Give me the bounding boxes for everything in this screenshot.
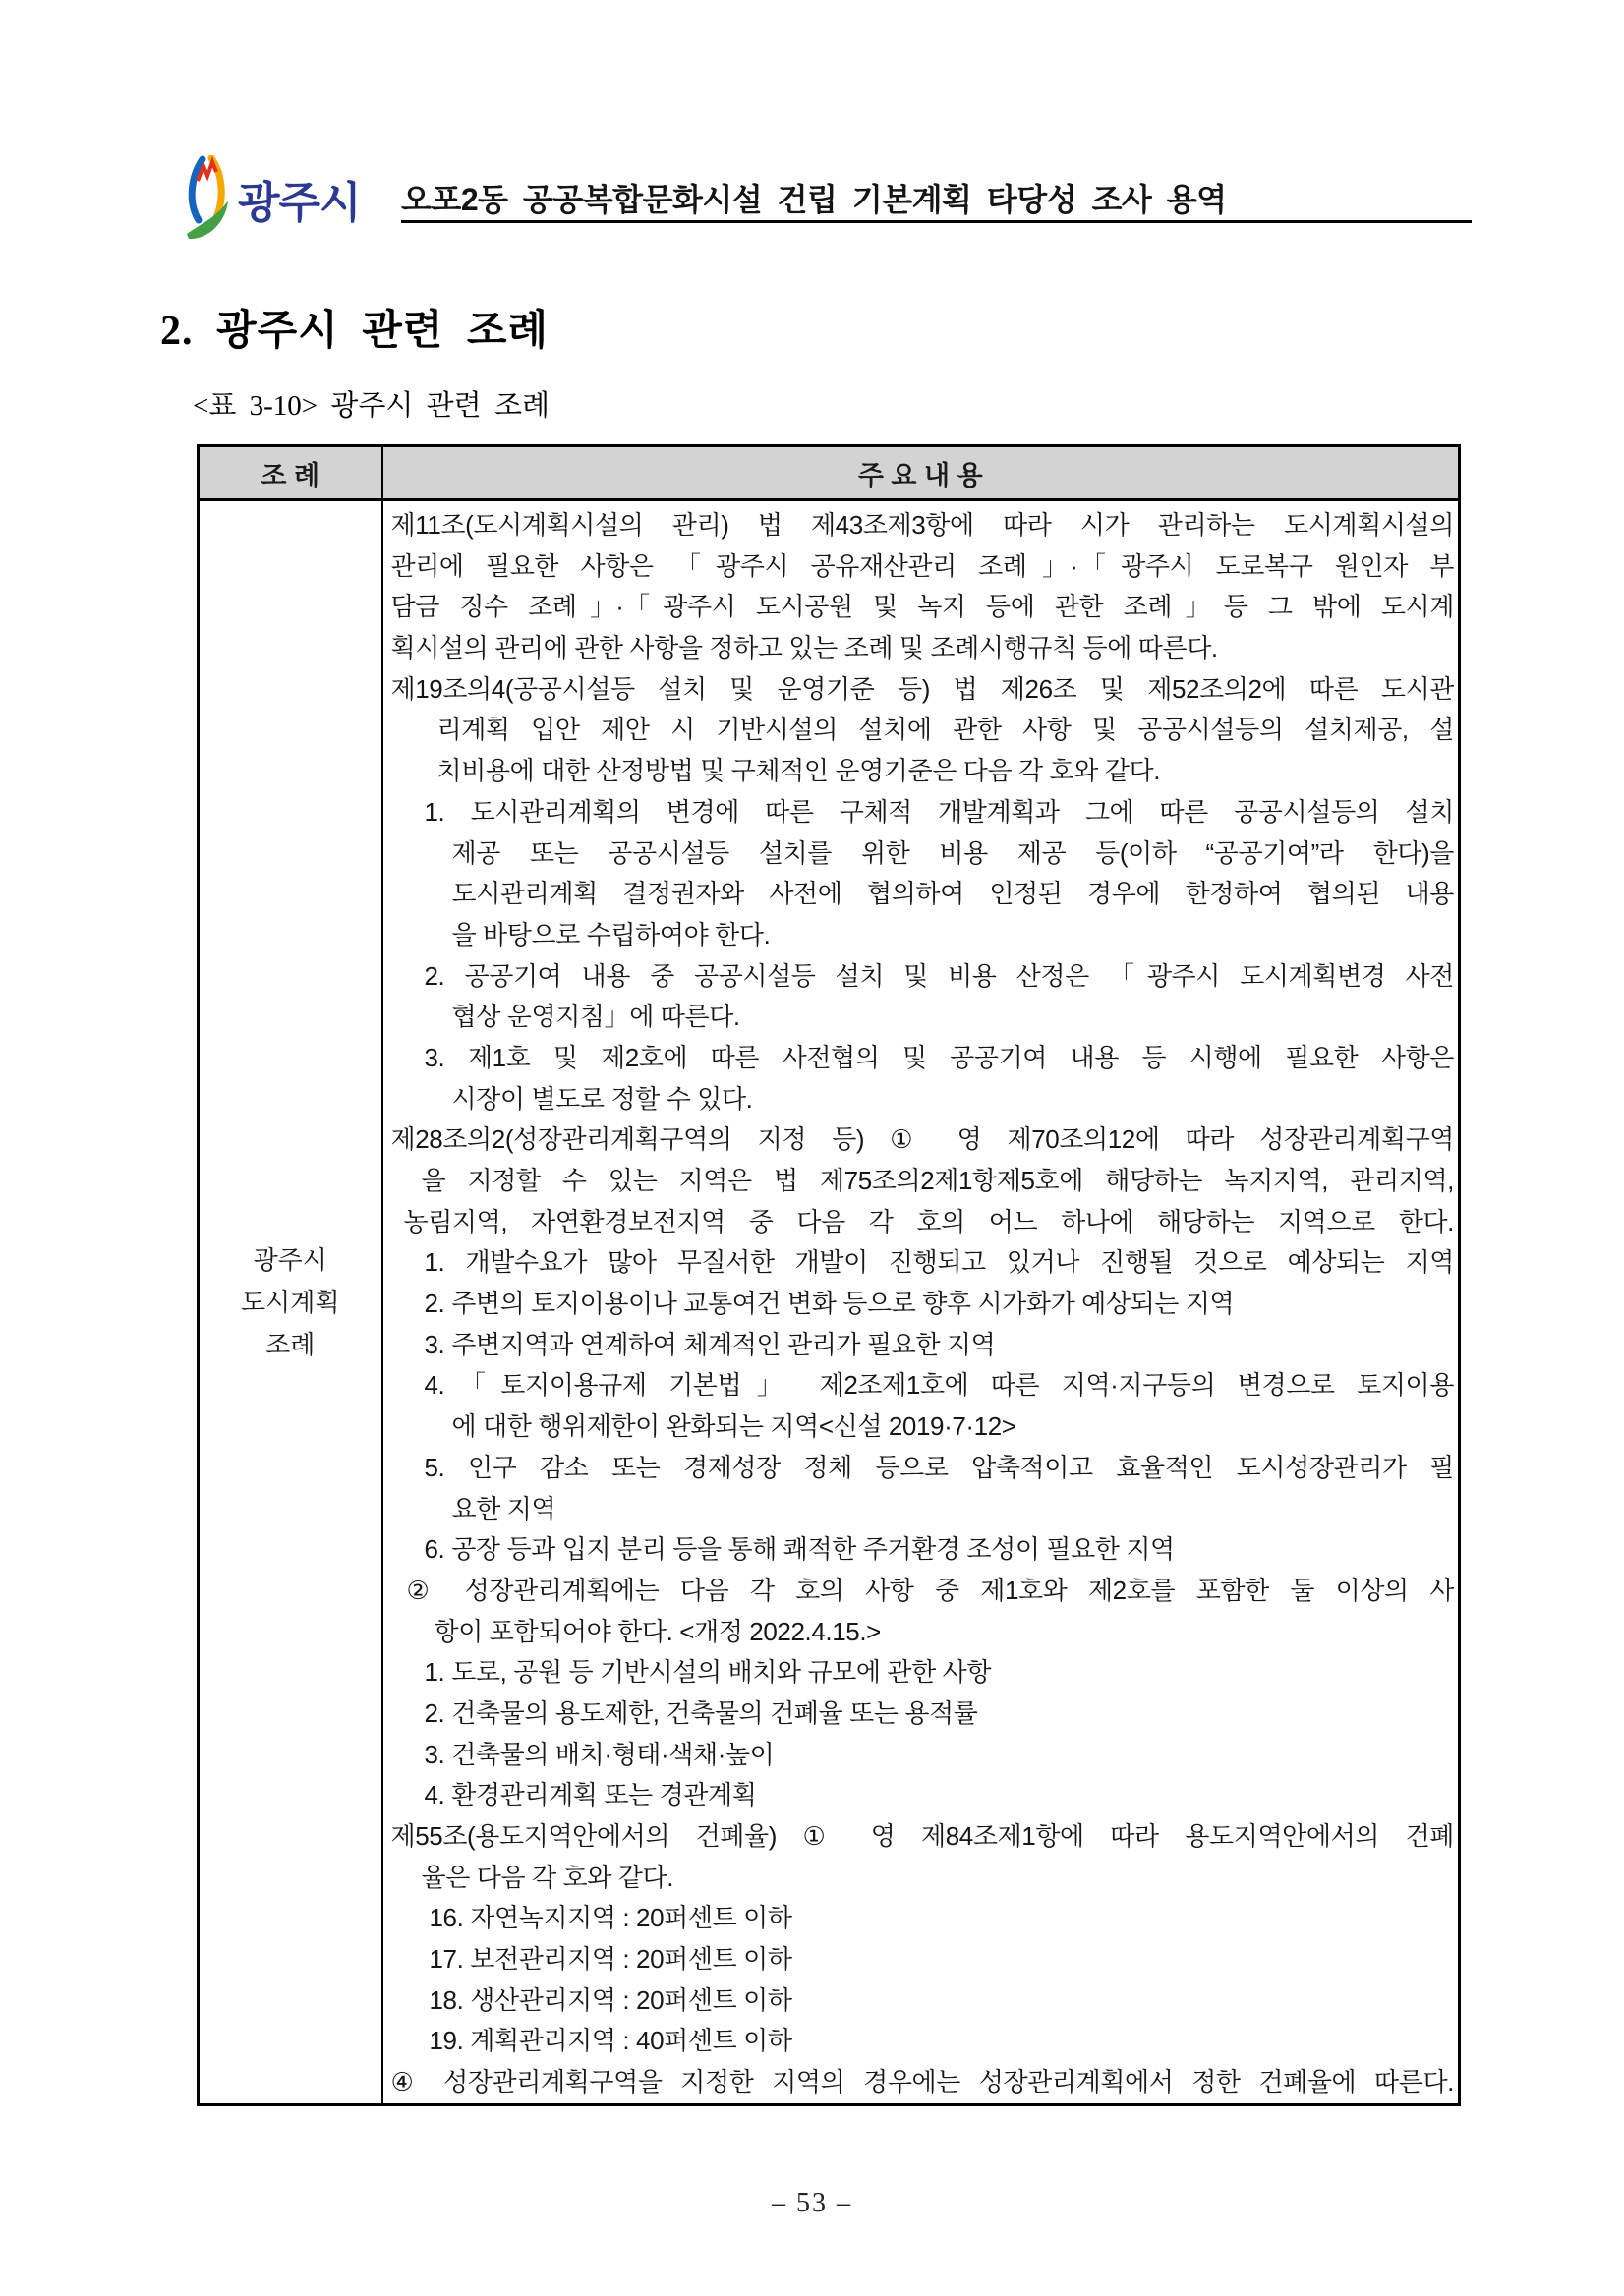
ordinance-text-line: 농림지역, 자연환경보전지역 중 다음 각 호의 어느 하나에 해당하는 지역으로 한다. (403, 1206, 1454, 1236)
logo-text: 광주시 (238, 179, 361, 227)
ordinance-text-line: 1. 도시관리계획의 변경에 따른 구체적 개발계획과 그에 따른 공공시설등의 설치 (424, 796, 1454, 827)
col-header-main-content: 주 요 내 용 (382, 446, 1460, 500)
ordinance-text-line: 2. 공공기여 내용 중 공공시설등 설치 및 비용 산정은 「광주시 도시계획변경 사전 (424, 960, 1454, 991)
table-caption: <표 3-10> 광주시 관련 조례 (193, 390, 550, 422)
ordinance-name-line: 도시계획 (241, 1287, 340, 1317)
ordinance-name-cell (199, 500, 382, 2105)
page-number: – 53 – (772, 2188, 852, 2218)
ordinance-text-line: 요한 지역 (451, 1493, 556, 1523)
col-header-ordinance: 조 례 (199, 446, 382, 500)
header-divider-rule (401, 220, 1472, 223)
ordinance-text-line: 시장이 별도로 정할 수 있다. (451, 1083, 753, 1114)
ordinance-text-line: 에 대한 행위제한이 완화되는 지역<신설 2019·7·12> (451, 1411, 1016, 1442)
ordinance-text-line: 3. 제1호 및 제2호에 따른 사전협의 및 공공기여 내용 등 시행에 필요한 사항은 (424, 1042, 1454, 1072)
gwangju-city-emblem-icon (185, 155, 230, 242)
table-header-row (199, 446, 1460, 500)
ordinance-text-line: 1. 개발수요가 많아 무질서한 개발이 진행되고 있거나 진행될 것으로 예상되는 지역 (424, 1247, 1454, 1278)
ordinance-text-line: 6. 공장 등과 입지 분리 등을 통해 쾌적한 주거환경 조성이 필요한 지역 (424, 1534, 1175, 1565)
ordinance-text-line: 4.「토지이용규제 기본법」 제2조제1호에 따른 지역·지구등의 변경으로 토지이용 (424, 1370, 1454, 1401)
ordinance-content-lines (383, 501, 1459, 2103)
ordinance-text-line: 17. 보전관리지역 : 20퍼센트 이하 (429, 1944, 792, 1975)
ordinance-name-label (201, 1239, 380, 1366)
ordinance-text-line: 1. 도로, 공원 등 기반시설의 배치와 규모에 관한 사항 (424, 1657, 992, 1688)
ordinance-text-line: 2. 건축물의 용도제한, 건축물의 건폐율 또는 용적률 (424, 1697, 978, 1728)
ordinance-text-line: 3. 건축물의 배치·형태·색채·높이 (424, 1739, 775, 1769)
ordinance-text-line: 제19조의4(공공시설등 설치 및 운영기준 등) 법 제26조 및 제52조의2에 따른 도시관 (390, 673, 1454, 704)
ordinance-text-line: 협상 운영지침」에 따른다. (451, 1002, 740, 1032)
ordinance-table (197, 444, 1461, 2106)
ordinance-text-line: 4. 환경관리계획 또는 경관계획 (424, 1780, 757, 1810)
ordinance-text-line: 담금 징수 조례」·「광주시 도시공원 및 녹지 등에 관한 조례」등 그 밖에 도시계 (390, 592, 1454, 622)
ordinance-text-line: 5. 인구 감소 또는 경제성장 정체 등으로 압축적이고 효율적인 도시성장관리가 필 (424, 1452, 1454, 1482)
ordinance-text-line: 제28조의2(성장관리계획구역의 지정 등) ① 영 제70조의12에 따라 성장관리계획구역 (390, 1124, 1454, 1155)
document-title: 오포2동 공공복합문화시설 건립 기본계획 타당성 조사 용역 (401, 182, 1227, 217)
ordinance-text-line: 획시설의 관리에 관한 사항을 정하고 있는 조례 및 조례시행규칙 등에 따른다. (390, 633, 1218, 663)
ordinance-name-line: 조례 (265, 1329, 316, 1359)
ordinance-text-line: 항이 포함되어야 한다. <개정 2022.4.15.> (434, 1616, 881, 1646)
ordinance-text-line: ④ 성장관리계획구역을 지정한 지역의 경우에는 성장관리계획에서 정한 건폐율에 따른다. (390, 2067, 1454, 2097)
ordinance-text-line: 관리에 필요한 사항은 「광주시 공유재산관리 조례」·「광주시 도로복구 원인자 부 (390, 550, 1454, 581)
ordinance-text-line: 19. 계획관리지역 : 40퍼센트 이하 (429, 2026, 792, 2056)
ordinance-text-line: 2. 주변의 토지이용이나 교통여건 변화 등으로 향후 시가화가 예상되는 지역 (424, 1289, 1235, 1319)
ordinance-text-line: 제55조(용도지역안에서의 건폐율) ① 영 제84조제1항에 따라 용도지역안에서의 건폐 (390, 1821, 1454, 1851)
ordinance-text-line: 율은 다음 각 호와 같다. (421, 1862, 674, 1892)
ordinance-text-line: 도시관리계획 결정권자와 사전에 협의하여 인정된 경우에 한정하여 협의된 내용 (451, 879, 1454, 909)
ordinance-text-line: ② 성장관리계획에는 다음 각 호의 사항 중 제1호와 제2호를 포함한 둘 이상의 사 (406, 1575, 1454, 1605)
ordinance-text-line: 16. 자연녹지지역 : 20퍼센트 이하 (429, 1903, 792, 1933)
header-brand (185, 155, 361, 242)
ordinance-text-line: 제공 또는 공공시설등 설치를 위한 비용 제공 등(이하 “공공기여”라 한다)을 (451, 837, 1454, 868)
ordinance-text-line: 제11조(도시계획시설의 관리) 법 제43조제3항에 따라 시가 관리하는 도시계획시설의 (390, 510, 1454, 540)
ordinance-name-line: 광주시 (253, 1244, 327, 1275)
table-row (199, 500, 1460, 2105)
ordinance-text-line: 18. 생산관리지역 : 20퍼센트 이하 (429, 1984, 792, 2015)
ordinance-text-line: 3. 주변지역과 연계하여 체계적인 관리가 필요한 지역 (424, 1329, 996, 1359)
ordinance-content-cell (382, 500, 1460, 2105)
ordinance-text-line: 리계획 입안 제안 시 기반시설의 설치에 관한 사항 및 공공시설등의 설치제공, 설 (436, 715, 1454, 745)
ordinance-text-line: 을 지정할 수 있는 지역은 법 제75조의2제1항제5호에 해당하는 녹지지역, 관리지역, (421, 1166, 1454, 1195)
ordinance-text-line: 치비용에 대한 산정방법 및 구체적인 운영기준은 다음 각 호와 같다. (436, 756, 1161, 786)
ordinance-text-line: 을 바탕으로 수립하여야 한다. (451, 919, 771, 949)
section-heading: 2. 광주시 관련 조례 (160, 309, 550, 354)
